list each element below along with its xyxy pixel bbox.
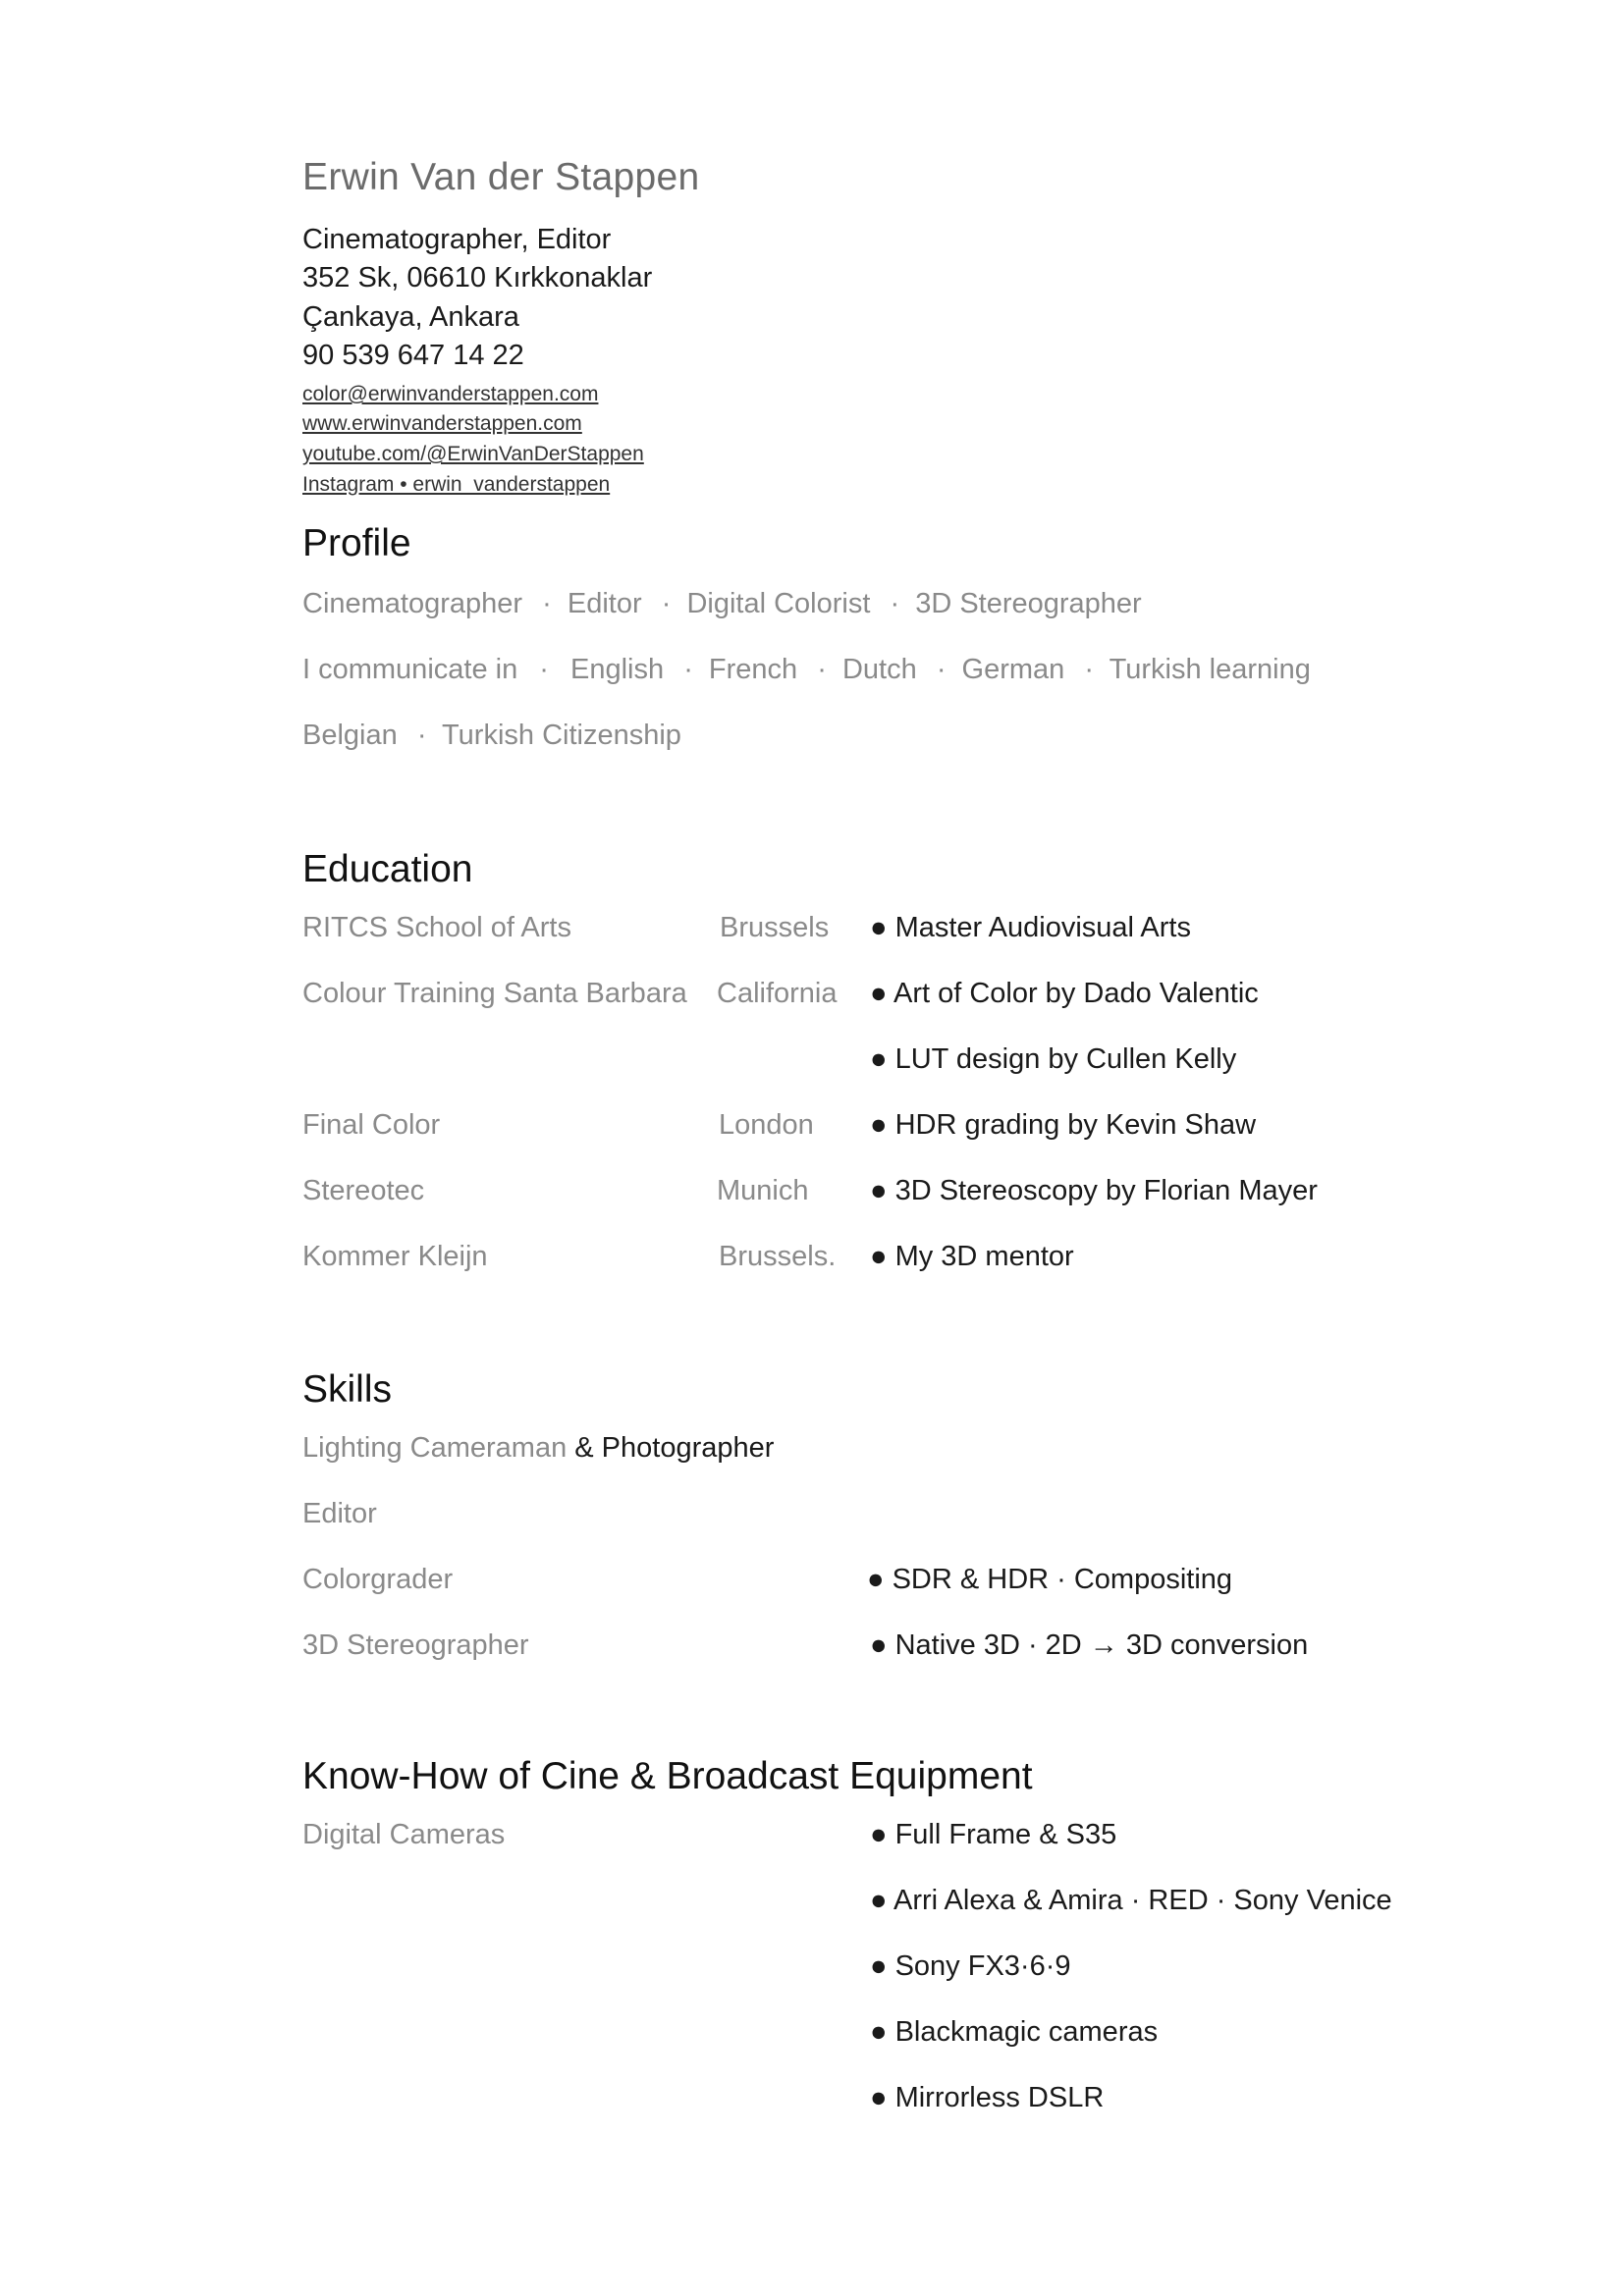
education-place: Brussels bbox=[720, 912, 830, 943]
profile-heading: Profile bbox=[302, 522, 411, 564]
job-title: Cinematographer, Editor bbox=[302, 224, 612, 255]
instagram-link[interactable]: Instagram • erwin_vanderstappen bbox=[302, 473, 611, 496]
separator-dot: · bbox=[683, 654, 693, 685]
skill-lighting-label: Lighting Cameraman bbox=[302, 1432, 568, 1464]
education-item: ● HDR grading by Kevin Shaw bbox=[870, 1109, 1257, 1141]
profile-roles bbox=[302, 588, 1142, 620]
education-school: Final Color bbox=[302, 1109, 441, 1141]
skill-colorgrader-detail: ● SDR & HDR · Compositing bbox=[867, 1564, 1233, 1595]
role-item: Cinematographer bbox=[302, 588, 523, 619]
separator-dot: · bbox=[661, 588, 672, 619]
education-heading: Education bbox=[302, 848, 473, 890]
skill-editor: Editor bbox=[302, 1498, 377, 1529]
language-item: Turkish learning bbox=[1109, 654, 1311, 685]
education-school: RITCS School of Arts bbox=[302, 912, 571, 943]
equipment-item: ● Sony FX3·6·9 bbox=[870, 1950, 1071, 1982]
education-item: ● LUT design by Cullen Kelly bbox=[870, 1043, 1237, 1075]
education-place: Munich bbox=[717, 1175, 809, 1206]
skill-stereographer: 3D Stereographer bbox=[302, 1629, 529, 1661]
language-item: French bbox=[708, 654, 798, 685]
profile-languages bbox=[302, 654, 1311, 686]
phone-number: 90 539 647 14 22 bbox=[302, 340, 524, 371]
equipment-label: Digital Cameras bbox=[302, 1819, 506, 1850]
separator-dot: · bbox=[1084, 654, 1095, 685]
skill-lighting bbox=[302, 1432, 774, 1465]
role-item: Digital Colorist bbox=[686, 588, 871, 619]
education-school: Stereotec bbox=[302, 1175, 425, 1206]
separator-dot: · bbox=[542, 588, 552, 619]
citizenship-item: Turkish Citizenship bbox=[442, 720, 681, 751]
website-link[interactable]: www.erwinvanderstappen.com bbox=[302, 412, 582, 435]
education-place: London bbox=[719, 1109, 814, 1141]
separator-dot: · bbox=[539, 654, 549, 685]
education-item: ● Master Audiovisual Arts bbox=[870, 912, 1191, 943]
separator-dot: · bbox=[936, 654, 947, 685]
skills-heading: Skills bbox=[302, 1368, 393, 1411]
equipment-item: ● Mirrorless DSLR bbox=[870, 2082, 1105, 2113]
separator-dot: · bbox=[890, 588, 900, 619]
education-place: California bbox=[717, 978, 838, 1009]
separator-dot: · bbox=[817, 654, 827, 685]
language-item: German bbox=[961, 654, 1065, 685]
equipment-item: ● Full Frame & S35 bbox=[870, 1819, 1117, 1850]
youtube-link[interactable]: youtube.com/@ErwinVanDerStappen bbox=[302, 443, 644, 465]
equipment-item: ● Blackmagic cameras bbox=[870, 2016, 1159, 2048]
skill-photographer-label: & Photographer bbox=[567, 1432, 775, 1464]
skill-stereographer-detail: ● Native 3D · 2D → 3D conversion bbox=[870, 1629, 1309, 1661]
role-item: 3D Stereographer bbox=[915, 588, 1142, 619]
education-item: ● My 3D mentor bbox=[870, 1241, 1074, 1272]
citizenship-item: Belgian bbox=[302, 720, 398, 751]
person-name: Erwin Van der Stappen bbox=[302, 156, 700, 198]
education-school: Kommer Kleijn bbox=[302, 1241, 488, 1272]
education-item: ● 3D Stereoscopy by Florian Mayer bbox=[870, 1175, 1318, 1206]
education-place: Brussels. bbox=[719, 1241, 837, 1272]
address-line-1: 352 Sk, 06610 Kırkkonaklar bbox=[302, 262, 653, 294]
email-link[interactable]: color@erwinvanderstappen.com bbox=[302, 383, 599, 405]
language-item: English bbox=[570, 654, 665, 685]
language-item: Dutch bbox=[841, 654, 917, 685]
education-item: ● Art of Color by Dado Valentic bbox=[870, 978, 1259, 1009]
separator-dot: · bbox=[416, 720, 427, 751]
profile-citizenship bbox=[302, 720, 681, 752]
languages-label: I communicate in bbox=[302, 654, 518, 685]
equipment-item: ● Arri Alexa & Amira · RED · Sony Venice bbox=[870, 1885, 1392, 1916]
equipment-heading: Know-How of Cine & Broadcast Equipment bbox=[302, 1755, 1033, 1797]
role-item: Editor bbox=[567, 588, 642, 619]
skill-colorgrader: Colorgrader bbox=[302, 1564, 454, 1595]
address-line-2: Çankaya, Ankara bbox=[302, 301, 519, 333]
education-school: Colour Training Santa Barbara bbox=[302, 978, 687, 1009]
